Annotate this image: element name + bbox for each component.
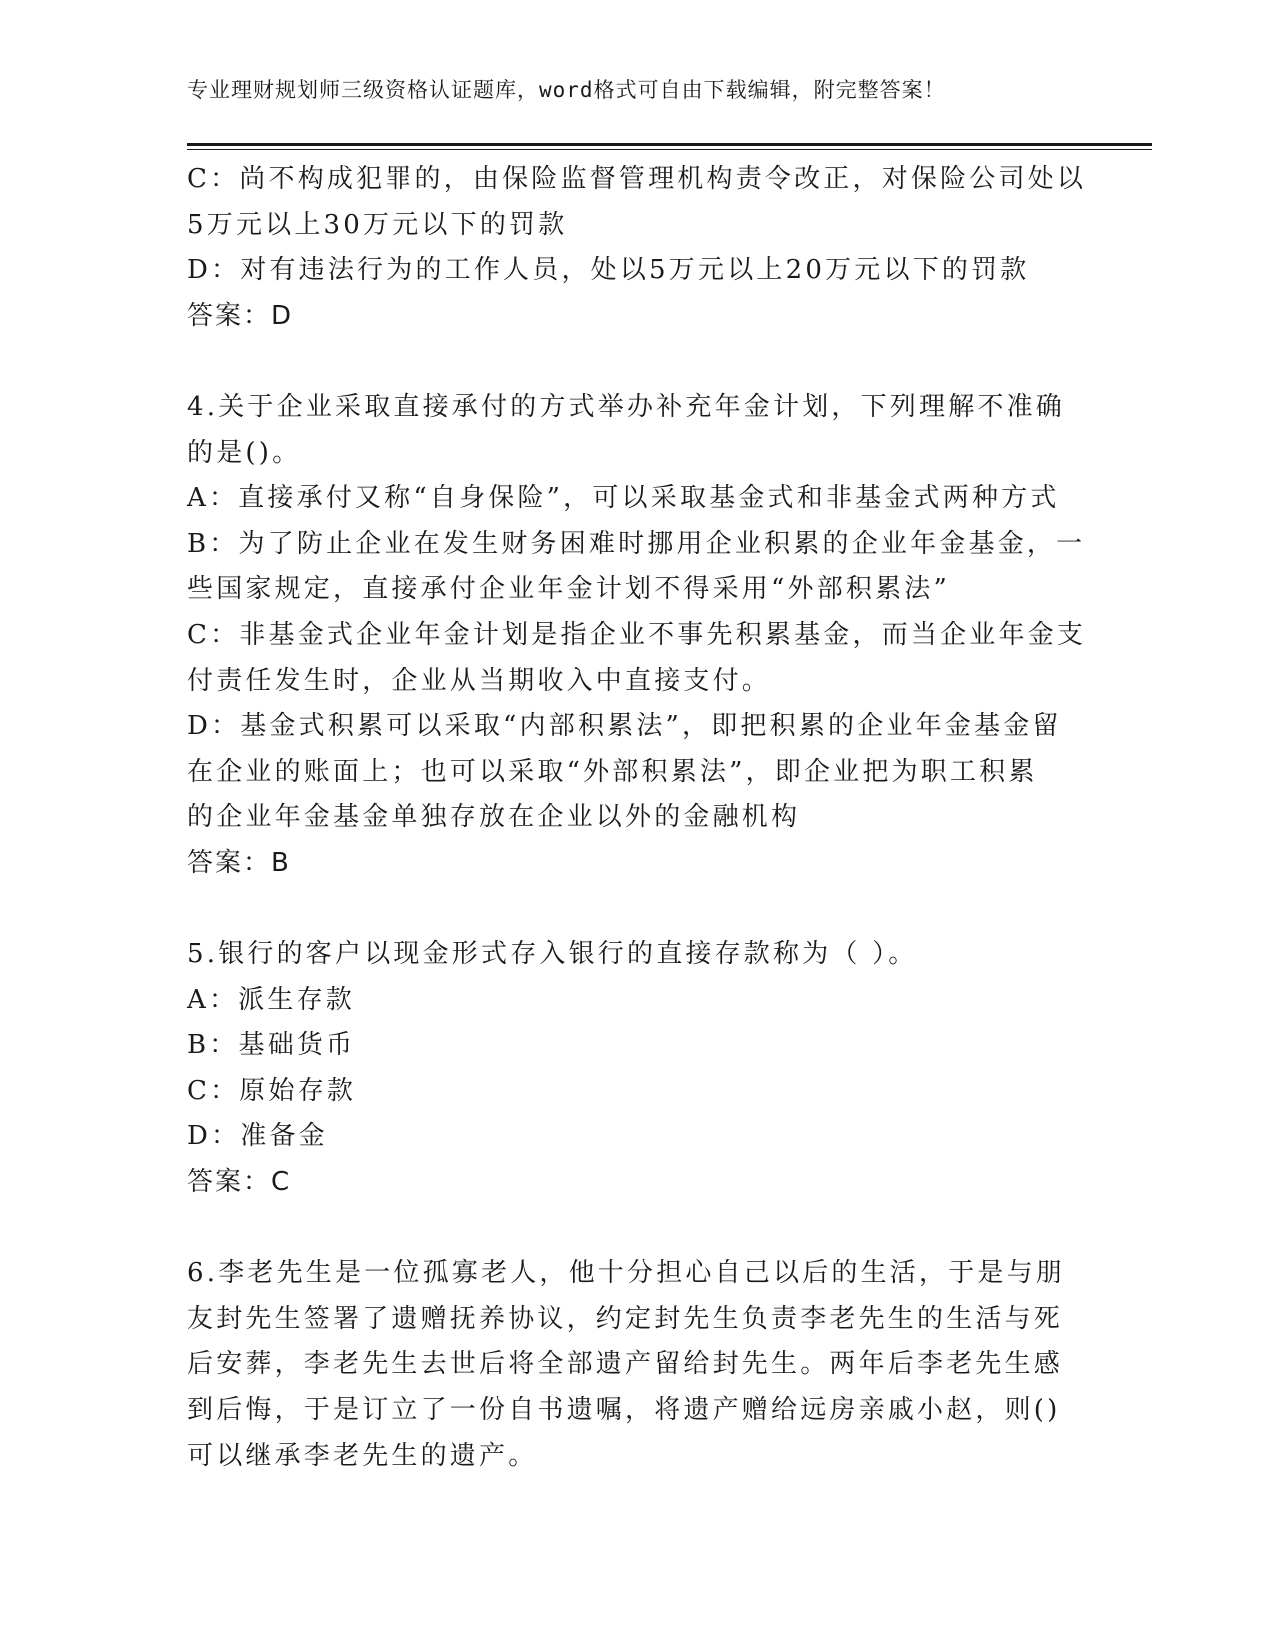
option-b-line-2: 些国家规定，直接承付企业年金计划不得采用“外部积累法”	[187, 574, 950, 605]
question-4	[187, 385, 1087, 887]
option-c-line-1: C：尚不构成犯罪的，由保险监督管理机构责令改正，对保险公司处以	[187, 164, 1087, 194]
option-d: D：准备金	[187, 1121, 328, 1152]
question-stem-line-2: 的是()。	[187, 437, 302, 468]
option-d-line-1: D：基金式积累可以采取“内部积累法”，即把积累的企业年金基金留	[187, 711, 1062, 742]
question-stem-line-1: 6.李老先生是一位孤寡老人，他十分担心自己以后的生活，于是与朋	[187, 1258, 1066, 1289]
question-3-continued	[187, 157, 1087, 339]
question-stem-line-4: 到后悔，于是订立了一份自书遗嘱，将遗产赠给远房亲戚小赵，则()	[187, 1395, 1061, 1426]
header-rule-thick	[187, 143, 1152, 146]
option-c-line-2: 5万元以上30万元以下的罚款	[187, 209, 568, 240]
option-c: C：原始存款	[187, 1075, 357, 1106]
option-a-line-1: A：直接承付又称“自身保险”，可以采取基金式和非基金式两种方式	[187, 483, 1060, 514]
option-c-line-1: C：非基金式企业年金计划是指企业不事先积累基金，而当企业年金支	[187, 619, 1087, 650]
answer-line: 答案：C	[187, 1167, 292, 1198]
option-d-line-2: 在企业的账面上；也可以采取“外部积累法”，即企业把为职工积累	[187, 756, 1038, 787]
question-stem-line-5: 可以继承李老先生的遗产。	[187, 1440, 538, 1471]
question-stem-line-1: 4.关于企业采取直接承付的方式举办补充年金计划，下列理解不准确	[187, 391, 1066, 422]
question-stem-line-2: 友封先生签署了遗赠抚养协议，约定封先生负责李老先生的生活与死	[187, 1303, 1064, 1334]
option-a: A：派生存款	[187, 984, 355, 1015]
page-header: 专业理财规划师三级资格认证题库，word格式可自由下载编辑，附完整答案！	[187, 78, 946, 102]
question-5	[187, 932, 1077, 1206]
question-stem-line-1: 5.银行的客户以现金形式存入银行的直接存款称为（ ）。	[187, 939, 918, 970]
spacer	[187, 339, 1077, 385]
answer-line: 答案：D	[187, 300, 294, 331]
option-d-line-1: D：对有违法行为的工作人员，处以5万元以上20万元以下的罚款	[187, 255, 1030, 286]
question-6	[187, 1251, 1077, 1479]
document-body	[187, 157, 1087, 1479]
spacer	[187, 1206, 1077, 1252]
spacer	[187, 887, 1077, 933]
option-c-line-2: 付责任发生时，企业从当期收入中直接支付。	[187, 665, 772, 696]
option-b: B：基础货币	[187, 1030, 356, 1061]
answer-line: 答案：B	[187, 847, 291, 878]
option-d-line-3: 的企业年金基金单独存放在企业以外的金融机构	[187, 802, 801, 833]
question-stem-line-3: 后安葬，李老先生去世后将全部遗产留给封先生。两年后李老先生感	[187, 1349, 1064, 1380]
option-b-line-1: B：为了防止企业在发生财务困难时挪用企业积累的企业年金基金，一	[187, 528, 1086, 559]
header-rule-thin	[187, 149, 1152, 150]
